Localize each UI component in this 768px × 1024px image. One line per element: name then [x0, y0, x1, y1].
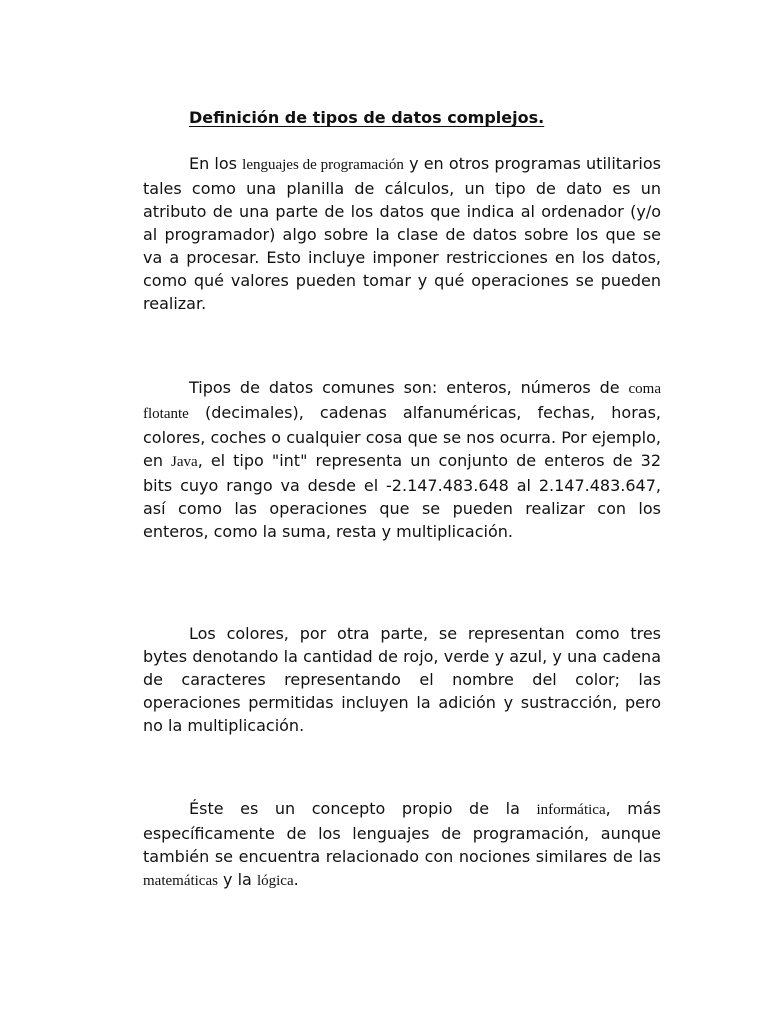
term-link-java: Java: [171, 454, 198, 470]
term-link-informatica: informática: [536, 802, 606, 818]
paragraph-text: (decimales), cadenas alfanuméricas, fechas, horas, colores, coches o cualquier cosa que se nos ocurra. Por ejemplo, en: [143, 403, 661, 470]
paragraph-text: , el tipo "int" representa un conjunto de enteros de 32 bits cuyo rango va desde el -2.147.483.648 al 2.147.483.647, así como las operaciones que se pueden realizar con los enteros, como la suma, resta y multiplicación.: [143, 451, 661, 541]
paragraph-common-data-types: [143, 376, 661, 543]
paragraph-colors: [143, 622, 661, 737]
term-link-logica: lógica: [256, 873, 294, 889]
paragraph-text: Los colores, por otra parte, se representan como tres bytes denotando la cantidad de rojo, verde y azul, y una cadena de caracteres representando el nombre del color; las operaciones permitidas incluyen la adición y sustracción, pero no la multiplicación.: [143, 624, 661, 735]
paragraph-text: En los: [189, 154, 243, 173]
paragraph-text: Tipos de datos comunes son: enteros, números de: [189, 378, 629, 397]
paragraph-text: y en otros programas utilitarios tales como una planilla de cálculos, un tipo de dato es un atributo de una parte de los datos que indica al ordenador (y/o al programador) algo sobre la clase de datos sobre los que se va a procesar. Esto incluye imponer restricciones en los datos, como qué valores pueden tomar y qué operaciones se pueden realizar.: [143, 154, 662, 313]
paragraph-data-type-definition: [143, 152, 661, 315]
paragraph-text: y la: [217, 870, 257, 889]
paragraph-text: Éste es un concepto propio de la: [189, 799, 537, 818]
paragraph-concept-informatics: [143, 797, 661, 893]
term-link-coma-flotante: coma flotante: [143, 381, 661, 422]
paragraph-text: , más específicamente de los lenguajes de programación, aunque también se encuentra relacionado con nociones similares de las: [143, 799, 661, 866]
term-link-lenguajes-de-programacion: lenguajes de programación: [242, 157, 404, 173]
paragraph-text: .: [293, 870, 299, 889]
term-link-matematicas: matemáticas: [143, 873, 218, 889]
document-title: Definición de tipos de datos complejos.: [189, 108, 545, 127]
